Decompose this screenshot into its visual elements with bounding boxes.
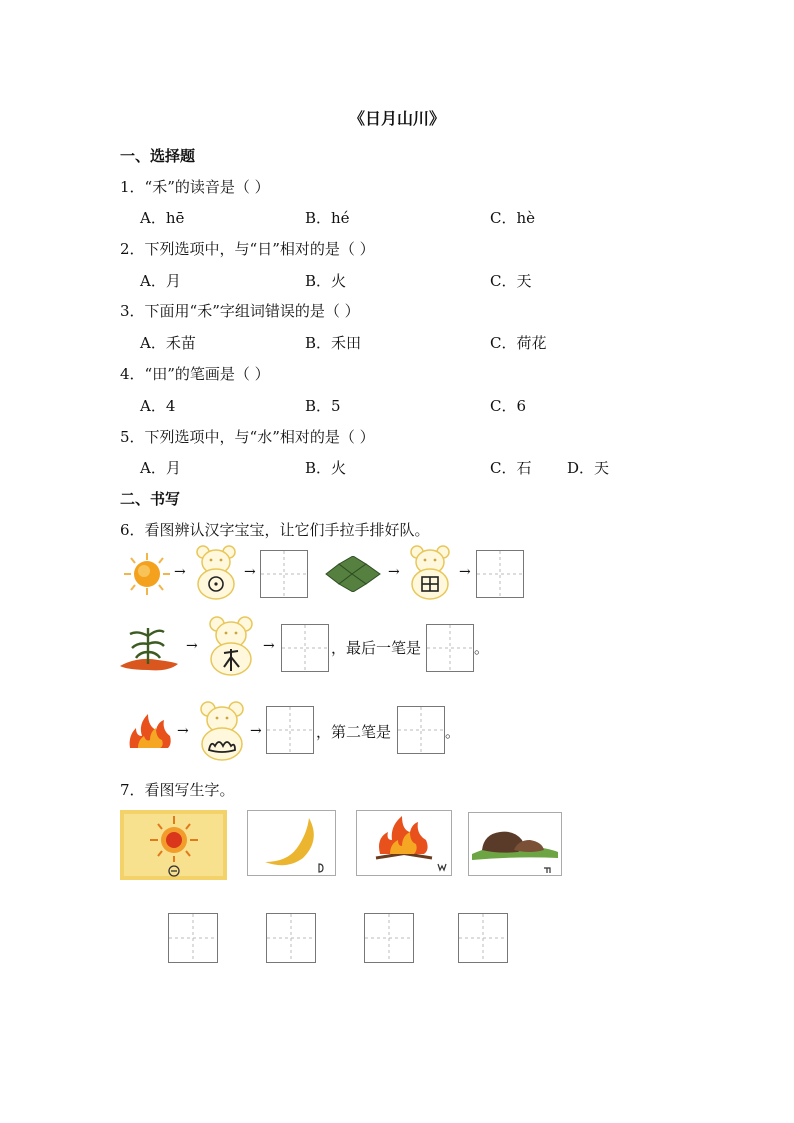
question-4-option-a[interactable]: A．4	[140, 397, 176, 415]
section-heading-choice: 一、选择题	[120, 147, 196, 165]
question-2-option-c[interactable]: C．天	[490, 272, 532, 290]
grain-plant-picture	[118, 622, 180, 672]
question-5-option-a[interactable]: A．月	[140, 459, 181, 477]
last-stroke-label: ，最后一笔是	[331, 639, 422, 657]
question-4-option-c[interactable]: C．6	[490, 397, 527, 415]
writing-box[interactable]	[476, 550, 524, 598]
question-5-option-c[interactable]: C．石	[490, 459, 532, 477]
arrow-icon: →	[459, 564, 471, 580]
writing-box[interactable]	[266, 706, 314, 754]
fire-card-picture	[356, 810, 452, 876]
writing-box[interactable]	[266, 913, 316, 963]
question-7-stem: 7．看图写生字。	[120, 781, 235, 799]
question-6-stem: 6．看图辨认汉字宝宝，让它们手拉手排好队。	[120, 521, 430, 539]
question-3-stem: 3．下面用“禾”字组词错误的是（ ）	[120, 302, 360, 320]
bear-field-card	[405, 544, 455, 600]
question-3-option-c[interactable]: C．荷花	[490, 334, 547, 352]
fire-picture	[126, 712, 174, 750]
question-2-option-b[interactable]: B．火	[305, 272, 347, 290]
question-1-option-c[interactable]: C．hè	[490, 209, 536, 227]
page-title: 《日月山川》	[348, 109, 445, 128]
question-1-stem: 1．“禾”的读音是（ ）	[120, 178, 270, 196]
question-1-option-b[interactable]: B．hé	[305, 209, 350, 227]
writing-box[interactable]	[397, 706, 445, 754]
arrow-icon: →	[250, 723, 262, 739]
section-heading-writing: 二、书写	[120, 490, 181, 508]
sentence-end: 。	[474, 639, 490, 657]
moon-card-picture	[247, 810, 336, 876]
writing-box[interactable]	[426, 624, 474, 672]
question-4-option-b[interactable]: B．5	[305, 397, 341, 415]
arrow-icon: →	[177, 723, 189, 739]
question-4-stem: 4．“田”的笔画是（ ）	[120, 365, 270, 383]
question-5-stem: 5．下列选项中，与“水”相对的是（ ）	[120, 428, 375, 446]
question-1-option-a[interactable]: A．hē	[140, 209, 185, 227]
arrow-icon: →	[244, 564, 256, 580]
arrow-icon: →	[263, 638, 275, 654]
sun-picture	[122, 551, 172, 597]
bear-fire-card	[195, 700, 249, 762]
bear-sun-card	[191, 544, 241, 600]
question-2-option-a[interactable]: A．月	[140, 272, 181, 290]
writing-box[interactable]	[260, 550, 308, 598]
sun-card-picture	[120, 810, 227, 880]
arrow-icon: →	[388, 564, 400, 580]
writing-box[interactable]	[458, 913, 508, 963]
bear-grain-card	[204, 615, 258, 677]
question-5-option-b[interactable]: B．火	[305, 459, 347, 477]
writing-box[interactable]	[281, 624, 329, 672]
rock-card-picture	[468, 812, 562, 876]
question-5-option-d[interactable]: D．天	[567, 459, 610, 477]
sentence-end: 。	[445, 723, 461, 741]
question-2-stem: 2．下列选项中，与“日”相对的是（ ）	[120, 240, 375, 258]
writing-box[interactable]	[364, 913, 414, 963]
arrow-icon: →	[174, 564, 186, 580]
question-3-option-a[interactable]: A．禾苗	[140, 334, 196, 352]
writing-box[interactable]	[168, 913, 218, 963]
question-3-option-b[interactable]: B．禾田	[305, 334, 362, 352]
field-picture	[322, 556, 384, 592]
second-stroke-label: ，第二笔是	[316, 723, 392, 741]
arrow-icon: →	[186, 638, 198, 654]
